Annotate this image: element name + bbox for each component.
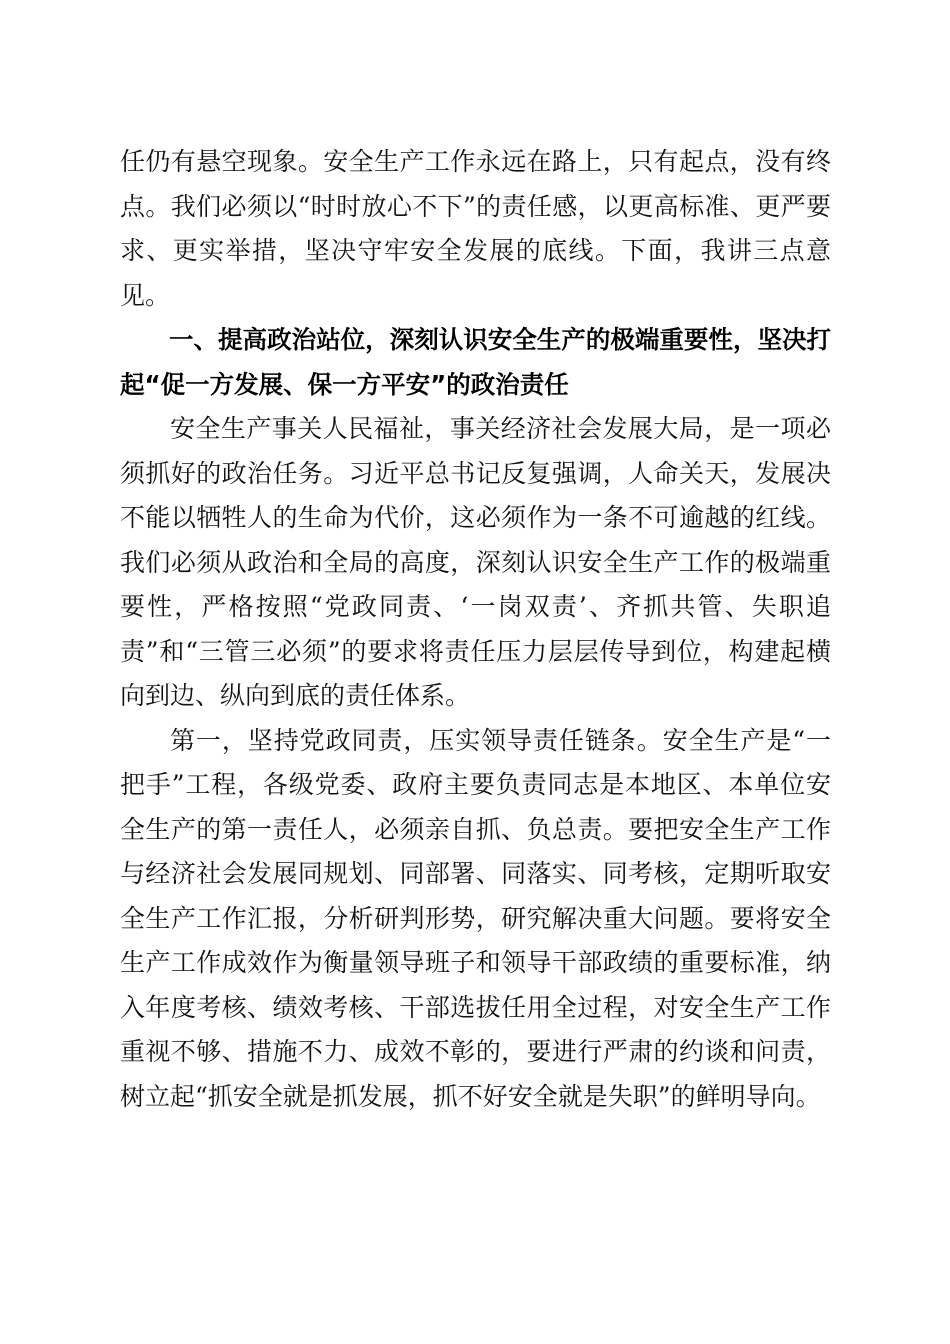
paragraph-safety-political-task: 安全生产事关人民福祉，事关经济社会发展大局，是一项必须抓好的政治任务。习近平总书记反复强调，人命关天，发展决不能以牺牲人的生命为代价，这必须作为一条不可逾越的红线。我们必须从政治和全局的高度，深刻认识安全生产工作的极端重要性，严格按照“党政同责、‘一岗双责’、齐抓共管、失职追责”和“三管三必须”的要求将责任压力层层传导到位，构建起横向到边、纵向到底的责任体系。 [120,414,831,710]
paragraph-first-point: 第一，坚持党政同责，压实领导责任链条。安全生产是“一把手”工程，各级党委、政府主要负责同志是本地区、本单位安全生产的第一责任人，必须亲自抓、负总责。要把安全生产工作与经济社会发展同规划、同部署、同落实、同考核，定期听取安全生产工作汇报，分析研判形势，研究解决重大问题。要将安全生产工作成效作为衡量领导班子和领导干部政绩的重要标准，纳入年度考核、绩效考核、干部选拔任用全过程，对安全生产工作重视不够、措施不力、成效不彰的，要进行严肃的约谈和问责，树立起“抓安全就是抓发展，抓不好安全就是失职”的鲜明导向。 [120,725,831,1111]
section-heading: 一、提高政治站位，深刻认识安全生产的极端重要性，坚决打起“促一方发展、保一方平安”的政治责任 [120,325,831,399]
paragraph-continuation: 任仍有悬空现象。安全生产工作永远在路上，只有起点，没有终点。我们必须以“时时放心不下”的责任感，以更高标准、更严要求、更实举措，坚决守牢安全发展的底线。下面，我讲三点意见。 [120,147,831,310]
document-body [120,140,831,1119]
